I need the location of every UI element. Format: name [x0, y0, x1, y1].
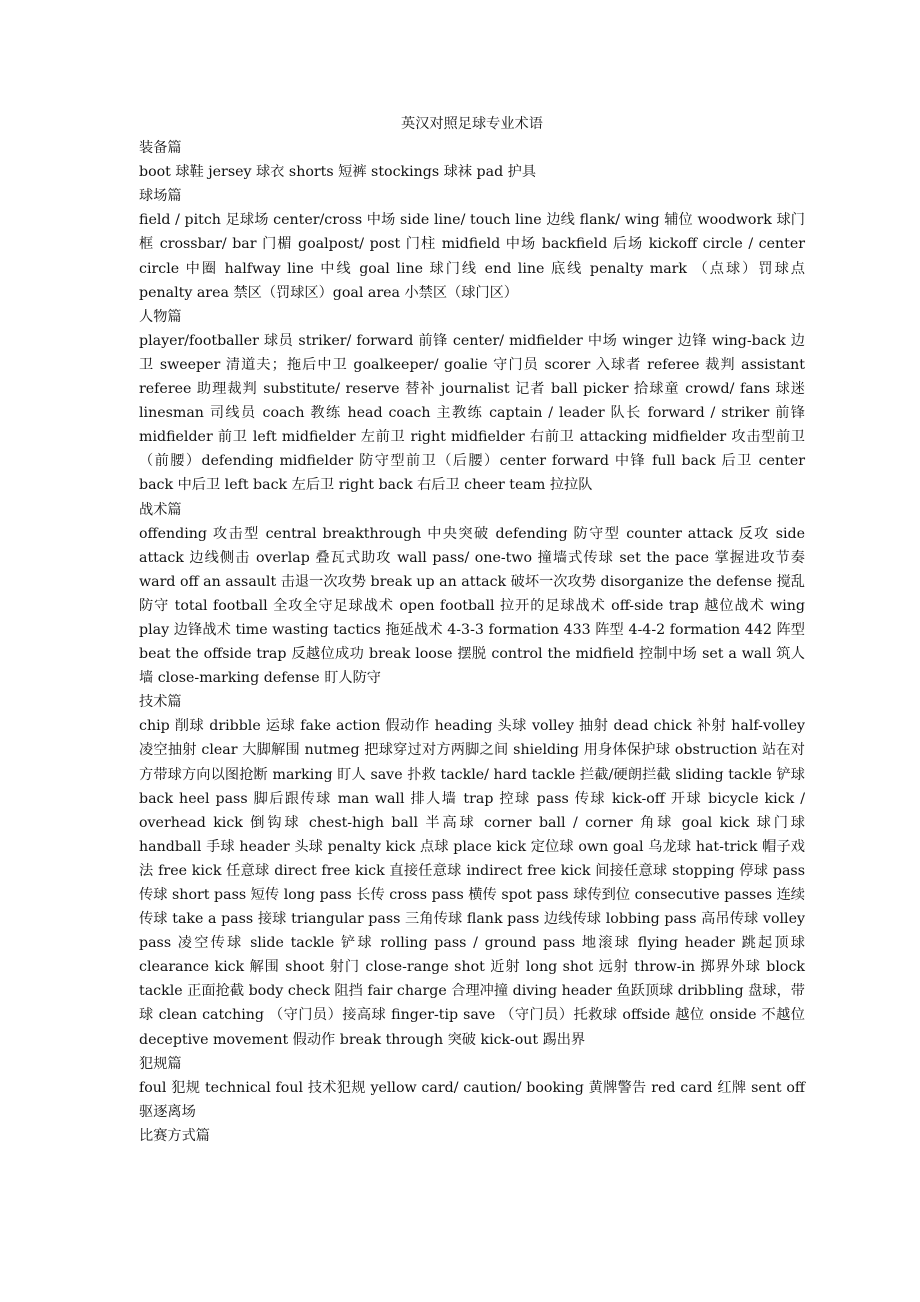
section-heading-match-format: 比赛方式篇: [139, 1127, 210, 1144]
section-text-equipment: boot 球鞋 jersey 球衣 shorts 短裤 stockings 球袜 pad 护具: [139, 164, 537, 181]
section-text-field: field / pitch 足球场 center/cross 中场 side line/ touch line 边线 flank/ wing 辅位 woodwork 球门框 crossbar/ bar 门楣 goalpost/ post 门柱 midfield 中场 backfield 后场 kickoff circle / center circle 中圈 halfway line 中线 goal line 球门线 end line 底线 penalty mark （点球）罚球点 penalty area 禁区（罚球区）goal area 小禁区（球门区）: [139, 212, 805, 301]
section-heading-people: 人物篇: [139, 308, 182, 325]
section-text-fouls: foul 犯规 technical foul 技术犯规 yellow card/ caution/ booking 黄牌警告 red card 红牌 sent off 驱逐离场: [139, 1079, 805, 1120]
section-heading-equipment: 装备篇: [139, 140, 182, 157]
document-page: [139, 112, 805, 1148]
section-heading-tactics: 战术篇: [139, 501, 182, 518]
section-heading-fouls: 犯规篇: [139, 1055, 182, 1072]
document-title: 英汉对照足球专业术语: [401, 116, 543, 132]
section-heading-technique: 技术篇: [139, 694, 182, 711]
section-heading-field: 球场篇: [139, 188, 182, 205]
section-text-tactics: offending 攻击型 central breakthrough 中央突破 defending 防守型 counter attack 反攻 side attack 边线侧击 overlap 叠瓦式助攻 wall pass/ one-two 撞墙式传球 set the pace 掌握进攻节奏 ward off an assault 击退一次攻势 break up an attack 破坏一次攻势 disorganize the defense 搅乱防守 total football 全攻全守足球战术 open football 拉开的足球战术 off-side trap 越位战术 wing play 边锋战术 time wasting tactics 拖延战术 4-3-3 formation 433 阵型 4-4-2 formation 442 阵型 beat the offside trap 反越位成功 break loose 摆脱 control the midfield 控制中场 set a wall 筑人墙 close-marking defense 盯人防守: [139, 525, 805, 687]
section-text-technique: chip 削球 dribble 运球 fake action 假动作 heading 头球 volley 抽射 dead chick 补射 half-volley 凌空抽射 clear 大脚解围 nutmeg 把球穿过对方两脚之间 shielding 用身体保护球 obstruction 站在对方带球方向以图抢断 marking 盯人 save 扑救 tackle/ hard tackle 拦截/硬朗拦截 sliding tackle 铲球 back heel pass 脚后跟传球 man wall 排人墙 trap 控球 pass 传球 kick-off 开球 bicycle kick / overhead kick 倒钩球 chest-high ball 半高球 corner ball / corner 角球 goal kick 球门球 handball 手球 header 头球 penalty kick 点球 place kick 定位球 own goal 乌龙球 hat-trick 帽子戏法 free kick 任意球 direct free kick 直接任意球 indirect free kick 间接任意球 stopping 停球 pass 传球 short pass 短传 long pass 长传 cross pass 横传 spot pass 球传到位 consecutive passes 连续传球 take a pass 接球 triangular pass 三角传球 flank pass 边线传球 lobbing pass 高吊传球 volley pass 凌空传球 slide tackle 铲球 rolling pass / ground pass 地滚球 flying header 跳起顶球 clearance kick 解围 shoot 射门 close-range shot 近射 long shot 远射 throw-in 掷界外球 block tackle 正面抢截 body check 阻挡 fair charge 合理冲撞 diving header 鱼跃顶球 dribbling 盘球，带球 clean catching （守门员）接高球 finger-tip save （守门员）托救球 offside 越位 onside 不越位 deceptive movement 假动作 break through 突破 kick-out 踢出界: [139, 718, 805, 1048]
section-text-people: player/footballer 球员 striker/ forward 前锋 center/ midfielder 中场 winger 边锋 wing-back 边卫 sweeper 清道夫；拖后中卫 goalkeeper/ goalie 守门员 scorer 入球者 referee 裁判 assistant referee 助理裁判 substitute/ reserve 替补 journalist 记者 ball picker 拾球童 crowd/ fans 球迷 linesman 司线员 coach 教练 head coach 主教练 captain / leader 队长 forward / striker 前锋 midfielder 前卫 left midfielder 左前卫 right midfielder 右前卫 attacking midfielder 攻击型前卫（前腰）defending midfielder 防守型前卫（后腰）center forward 中锋 full back 后卫 center back 中后卫 left back 左后卫 right back 右后卫 cheer team 拉拉队: [139, 332, 805, 494]
